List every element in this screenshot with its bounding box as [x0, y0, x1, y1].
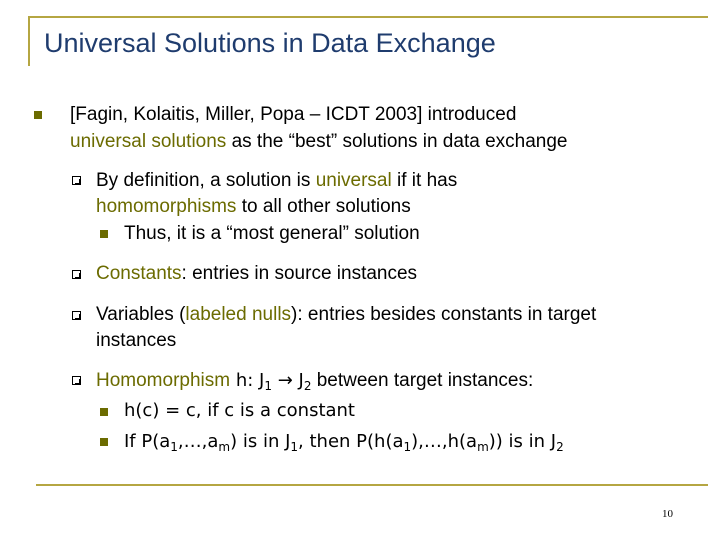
keyword-constants: Constants: [96, 263, 182, 284]
sub-3-line-1: [96, 304, 596, 326]
sub-bullet-marker: [72, 311, 81, 320]
bullet-marker: [34, 111, 42, 119]
sub-1-line-2: [96, 196, 411, 218]
sub-4-nested-1: [124, 400, 355, 422]
sub-3-text-cont: ): entries besides constants in target: [291, 304, 597, 325]
keyword-homomorphisms: homomorphisms: [96, 196, 237, 217]
nested-bullet-marker: [100, 408, 108, 416]
keyword-labeled-nulls: labeled nulls: [185, 304, 292, 325]
sub-2-line: [96, 263, 417, 285]
sub-2-text: : entries in source instances: [181, 263, 418, 284]
sub-1-text-cont: if it has: [391, 170, 458, 191]
sub-4-nested-2: If $P(a_1,\dots,a_m)$ is in $J_1$, then $P(h(a_1),\dots,h(a_m))$ is in $J_2$: [124, 431, 564, 454]
keyword-universal-solutions: universal solutions: [70, 131, 227, 152]
sub-3-text-end: instances: [96, 330, 177, 351]
sub-bullet-marker: [72, 176, 81, 185]
sub-bullet-marker: [72, 376, 81, 385]
sub-1-line-1: [96, 170, 457, 192]
sub-1-nested: [124, 223, 420, 245]
bullet-1-text: [Fagin, Kolaitis, Miller, Popa – ICDT 2003] introduced: [70, 104, 517, 125]
nested-bullet-marker: [100, 438, 108, 446]
sub-bullet-marker: [72, 270, 81, 279]
nested-text: Thus, it is a “most general” solution: [124, 223, 420, 244]
bullet-1-text-cont: as the “best” solutions in data exchange: [226, 131, 568, 152]
sub-1-text: By definition, a solution is: [96, 170, 316, 191]
sub-3-text: Variables (: [96, 304, 186, 325]
footer-rule: [36, 484, 708, 486]
sub-1-text-end: to all other solutions: [236, 196, 411, 217]
keyword-universal: universal: [315, 170, 392, 191]
keyword-homomorphism: Homomorphism: [96, 370, 231, 391]
nested-bullet-marker: [100, 230, 108, 238]
sub-3-line-2: [96, 330, 176, 352]
sub-4-text: between target instances:: [311, 370, 534, 391]
bullet-1-line-1: [70, 104, 516, 126]
homomorphism-notation: h: $J_1 \to J_2$: [230, 370, 312, 393]
slide-title: Universal Solutions in Data Exchange: [44, 28, 496, 58]
nested-text: h(c) = c, if c is a constant: [124, 400, 355, 421]
bullet-1-line-2: [70, 131, 567, 153]
sub-4-line-1: [96, 370, 533, 392]
page-number: 10: [662, 508, 673, 520]
